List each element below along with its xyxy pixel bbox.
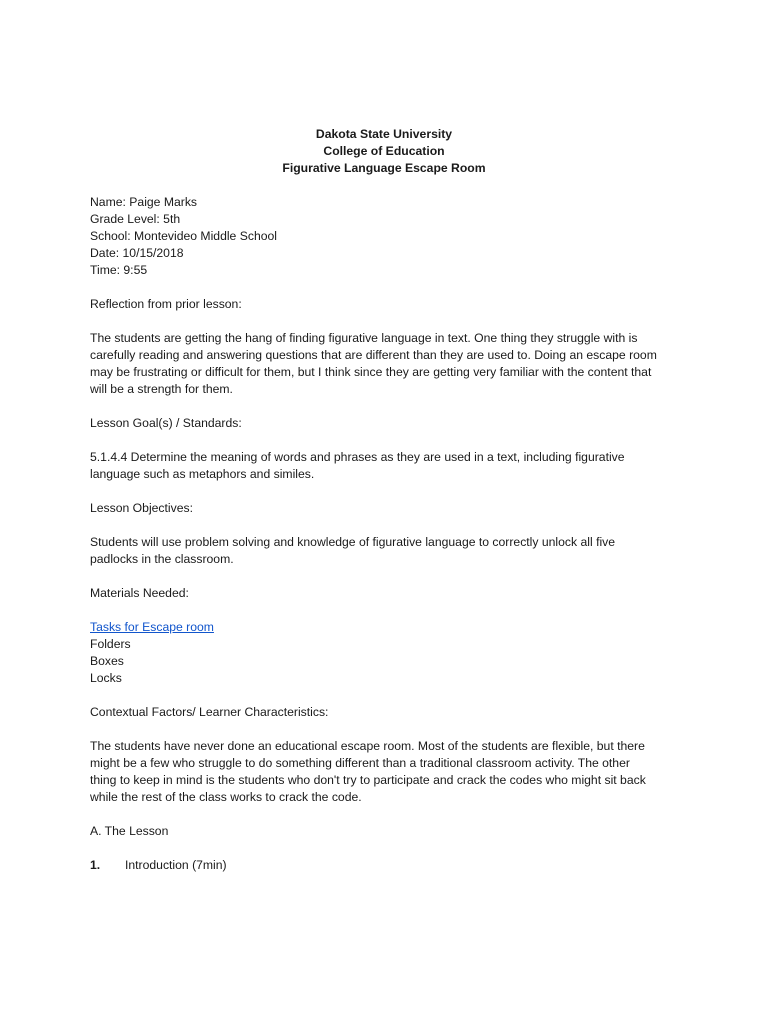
goals-line: language such as metaphors and similes. [90, 467, 315, 481]
reflection-line: will be a strength for them. [90, 382, 233, 396]
document-header [88, 126, 680, 177]
university-name: Dakota State University [315, 127, 453, 141]
reflection-line: may be frustrating or difficult for them, but I think since they are getting very familiar with the content that [90, 365, 652, 379]
reflection-heading: Reflection from prior lesson: [90, 297, 242, 311]
college-name: College of Education [323, 144, 445, 158]
reflection-line: The students are getting the hang of finding figurative language in text. One thing they struggle with is [90, 331, 638, 345]
time-field: Time: 9:55 [90, 263, 148, 277]
contextual-line: might be a few who struggle to do something different than a traditional classroom activity. The other [90, 756, 630, 770]
materials-heading: Materials Needed: [90, 586, 189, 600]
objectives-line: Students will use problem solving and knowledge of figurative language to correctly unlock all five [90, 535, 616, 549]
school-field: School: Montevideo Middle School [90, 229, 277, 243]
date-field: Date: 10/15/2018 [90, 246, 184, 260]
objectives-paragraph [90, 534, 680, 568]
contextual-line: thing to keep in mind is the students who don't try to participate and crack the codes who might sit back [90, 773, 646, 787]
reflection-line: carefully reading and answering questions that are different than they are used to. Doing an escape room [90, 348, 657, 362]
material-item: Folders [90, 637, 131, 651]
objectives-line: padlocks in the classroom. [90, 552, 234, 566]
info-block [90, 194, 680, 279]
objectives-heading: Lesson Objectives: [90, 501, 193, 515]
materials-list [90, 619, 680, 687]
reflection-paragraph [90, 330, 680, 398]
goals-heading: Lesson Goal(s) / Standards: [90, 416, 242, 430]
material-item: Locks [90, 671, 122, 685]
goals-line: 5.1.4.4 Determine the meaning of words and phrases as they are used in a text, including figurative [90, 450, 625, 464]
material-item: Boxes [90, 654, 124, 668]
contextual-line: while the rest of the class works to crack the code. [90, 790, 362, 804]
name-field: Name: Paige Marks [90, 195, 198, 209]
tasks-link[interactable]: Tasks for Escape room [90, 620, 214, 634]
contextual-line: The students have never done an educational escape room. Most of the students are flexible, but there [90, 739, 645, 753]
lesson-step [90, 857, 680, 874]
contextual-paragraph [90, 738, 680, 806]
lesson-heading: A. The Lesson [90, 824, 169, 838]
goals-paragraph [90, 449, 680, 483]
contextual-heading: Contextual Factors/ Learner Characteristics: [90, 705, 329, 719]
step-number: 1. [90, 858, 101, 872]
step-label: Introduction (7min) [125, 858, 227, 872]
document-title: Figurative Language Escape Room [282, 161, 486, 175]
grade-field: Grade Level: 5th [90, 212, 181, 226]
document-page [90, 126, 680, 874]
